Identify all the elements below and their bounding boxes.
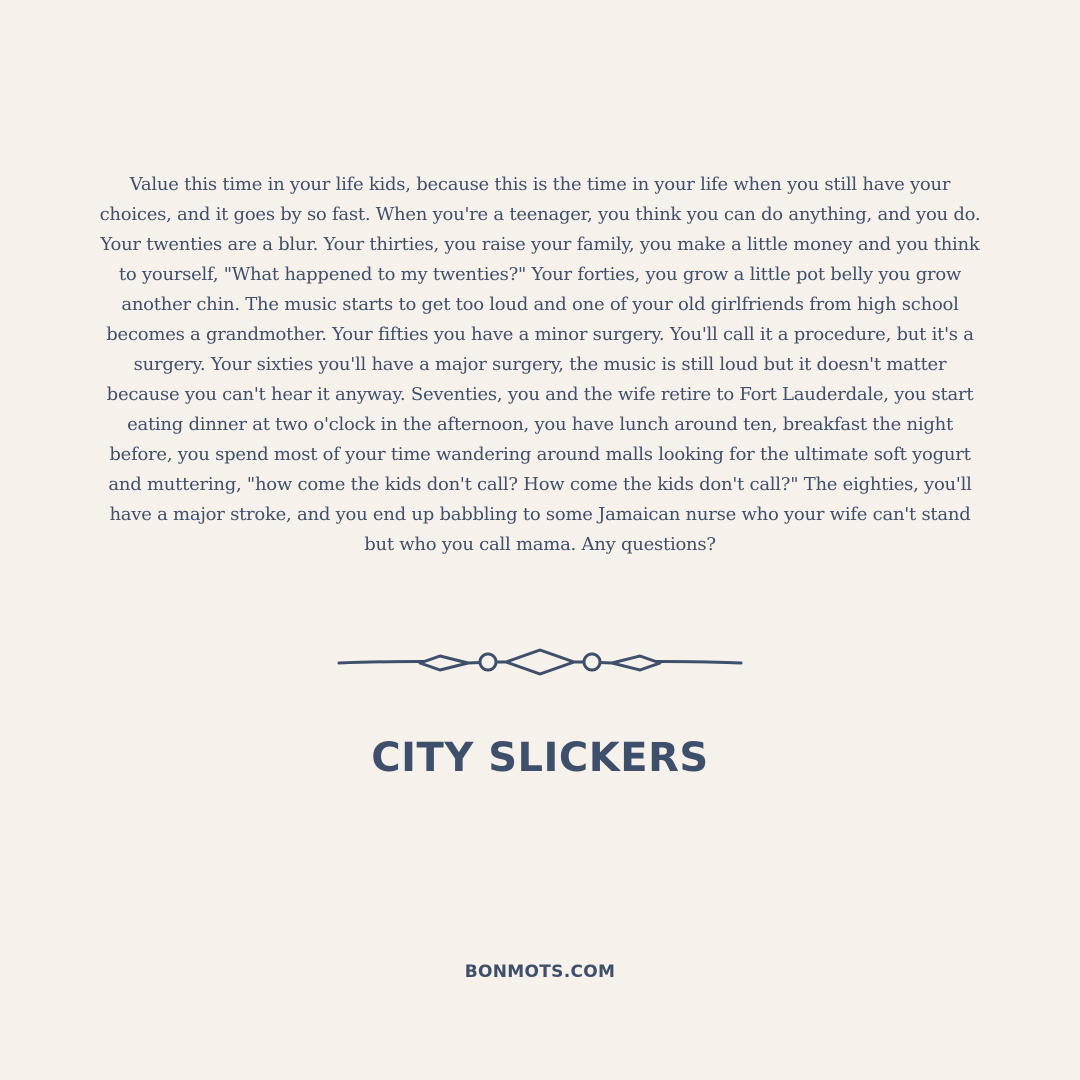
site-credit: BONMOTS.COM xyxy=(464,962,616,982)
flourish-divider-icon xyxy=(336,646,744,680)
quote-text: Value this time in your life kids, because this is the time in your life when you still have your choices, and it goes by so fast. When you're a teenager, you think you can do anything, and you do. Your twenties are a blur. Your thirties, you raise your family, you make a little money and you think to yourself, "What happened to my twenties?" Your forties, you grow a little pot belly you grow another chin. The music starts to get too loud and one of your old girlfriends from high school becomes a grandmother. Your fifties you have a minor surgery. You'll call it a procedure, but it's a surgery. Your sixties you'll have a major surgery, the music is still loud but it doesn't matter because you can't hear it anyway. Seventies, you and the wife retire to Fort Lauderdale, you start eating dinner at two o'clock in the afternoon, you have lunch around ten, breakfast the night before, you spend most of your time wandering around malls looking for the ultimate soft yogurt and muttering, "how come the kids don't call? How come the kids don't call?" The eighties, you'll have a major stroke, and you end up babbling to some Jamaican nurse who your wife can't stand but who you call mama. Any questions? xyxy=(99,174,981,555)
source-title: CITY SLICKERS xyxy=(371,735,709,781)
